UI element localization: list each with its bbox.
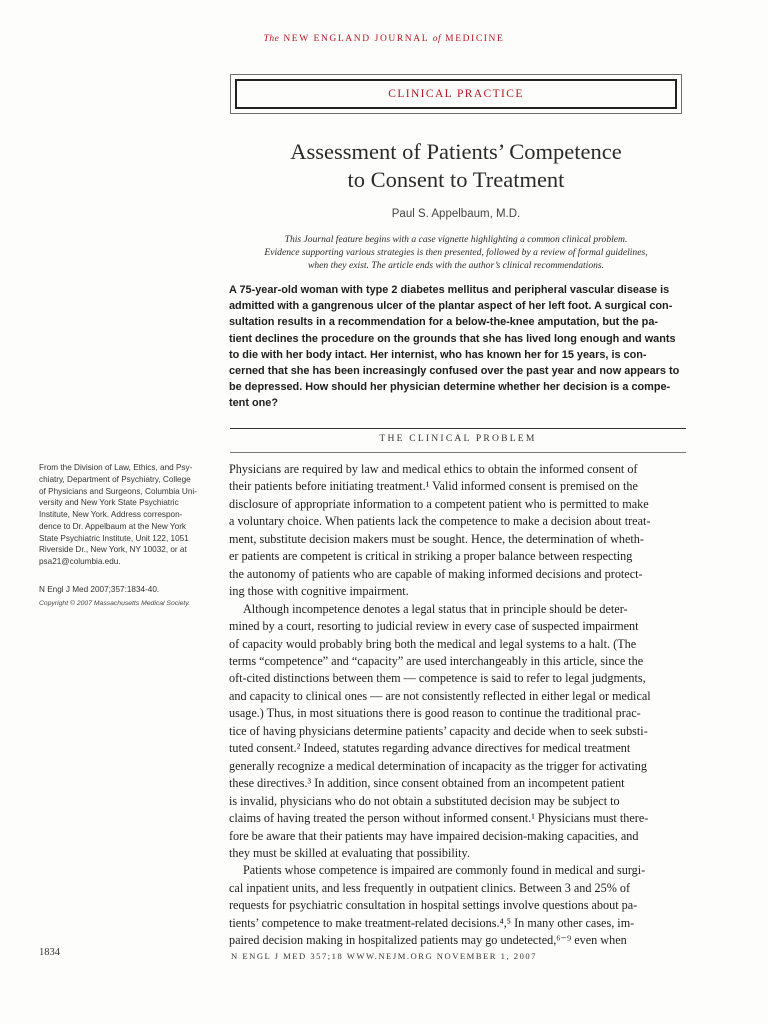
body-line: their patients before initiating treatment.¹ Valid informed consent is premised on the [229,479,638,494]
affiliation-line: State Psychiatric Institute, Unit 122, 1051 [39,533,189,543]
body-line: is invalid, physicians who do not obtain a substituted decision may be subject to [229,793,620,808]
header-of: of [432,34,442,44]
affiliation-line: of Physicians and Surgeons, Columbia Uni- [39,486,197,496]
citation: N Engl J Med 2007;357:1834-40. [39,585,160,594]
affiliation-line: From the Division of Law, Ethics, and Psy- [39,463,193,472]
page-number: 1834 [39,947,60,958]
article-body [229,461,691,950]
vignette-line: admitted with a gangrenous ulcer of the plantar aspect of her left foot. A surgical con- [229,300,673,313]
article-title [230,138,682,194]
body-line: cal inpatient units, and less frequently in outpatient clinics. Between 3 and 25% of [229,880,631,895]
vignette-line: to die with her body intact. Her internist, who has known her for 15 years, is con- [229,348,647,361]
section-heading: THE CLINICAL PROBLEM [379,433,537,444]
affiliation-line: Riverside Dr., New York, NY 10032, or at [39,545,187,555]
body-line: ing those with cognitive impairment. [229,584,409,599]
header-medicine: MEDICINE [445,34,505,44]
body-line: tice of having physicians determine patients’ capacity and decide when to seek substi- [229,723,648,738]
title-line: to Consent to Treatment [347,167,565,192]
body-line: a voluntary choice. When patients lack the competence to make a decision about treat- [229,514,651,529]
author-affiliation [39,462,219,568]
affiliation-line: psa21@columbia.edu. [39,557,121,566]
body-line: claims of having treated the person without informed consent.¹ Physicians must there- [229,811,649,826]
body-line: requests for psychiatric consultation in hospital settings involve questions about pa- [229,898,638,913]
body-line: paired decision making in hospitalized patients may go undetected,⁶⁻⁹ even when [229,933,627,948]
vignette-line: cerned that she has been increasingly confused over the past year and now appears to [229,365,680,378]
affiliation-line: versity and New York State Psychiatric [39,498,179,508]
body-line: usage.) Thus, in most situations there is good reason to continue the traditional prac- [229,706,641,721]
feature-intro [230,233,682,272]
body-line: these directives.³ In addition, since consent obtained from an incompetent patient [229,776,625,791]
section-rule-top [230,428,686,429]
article-author: Paul S. Appelbaum, M.D. [391,208,521,220]
body-line: tients’ competence to make treatment-related decisions.⁴,⁵ In many other cases, im- [229,915,635,930]
body-line: oft-cited distinctions between them — competence is said to refer to legal judgments, [229,671,646,686]
intro-line: This Journal feature begins with a case vignette highlighting a common clinical problem. [284,234,628,245]
title-line: Assessment of Patients’ Competence [290,139,622,164]
body-line: disclosure of appropriate information to a competent patient who is permitted to make [229,496,649,511]
section-banner [230,74,682,114]
body-line: the autonomy of patients who are capable of making informed decisions and protect- [229,566,643,581]
section-banner-label: CLINICAL PRACTICE [235,79,677,109]
running-footer: N ENGL J MED 357;18 WWW.NEJM.ORG NOVEMBER 1, 2007 [231,951,537,961]
vignette-line: be depressed. How should her physician determine whether her decision is a compe- [229,381,671,394]
body-line: er patients are competent is critical in striking a proper balance between respecting [229,549,633,564]
section-rule-bottom [230,452,686,453]
body-line: fore be aware that their patients may have impaired decision-making capacities, and [229,828,639,843]
running-header [0,34,768,44]
body-line: ment, substitute decision makers must be sought. Hence, the determination of wheth- [229,531,644,546]
intro-line: Evidence supporting various strategies is then presented, followed by a review of formal guidelines, [264,247,648,258]
body-line: and capacity to clinical ones — are not consistently reflected in either legal or medical [229,688,651,703]
intro-line: when they exist. The article ends with the author’s clinical recommendations. [307,260,605,271]
vignette-line: tent one? [229,397,279,410]
copyright-notice: Copyright © 2007 Massachusetts Medical Society. [39,600,191,607]
body-line: terms “competence” and “capacity” are used interchangeably in this article, since the [229,653,644,668]
vignette-line: A 75-year-old woman with type 2 diabetes mellitus and peripheral vascular disease is [229,284,670,296]
header-prefix: The [263,34,280,44]
body-line: Physicians are required by law and medical ethics to obtain the informed consent of [229,462,638,476]
affiliation-line: dence to Dr. Appelbaum at the New York [39,521,187,531]
affiliation-line: chiatry, Department of Psychiatry, College [39,474,191,484]
body-line: they must be skilled at evaluating that possibility. [229,845,470,860]
vignette-line: tient declines the procedure on the grounds that she has lived long enough and wants [229,332,676,345]
case-vignette [229,282,685,412]
body-line: mined by a court, resorting to judicial review in every case of suspected impairment [229,619,639,634]
body-line: of capacity would probably bring both the medical and legal systems to a halt. (The [229,636,637,651]
body-line: generally recognize a medical determination of incapacity as the trigger for activating [229,758,647,773]
vignette-line: sultation results in a recommendation for a below-the-knee amputation, but the pa- [229,316,659,329]
affiliation-line: Institute, New York. Address correspon- [39,510,183,519]
body-line: Although incompetence denotes a legal status that in principle should be deter- [243,601,628,616]
body-line: Patients whose competence is impaired are commonly found in medical and surgi- [243,863,646,878]
body-line: tuted consent.² Indeed, statutes regarding advance directives for medical treatment [229,741,631,756]
header-journal: NEW ENGLAND JOURNAL [283,34,429,44]
